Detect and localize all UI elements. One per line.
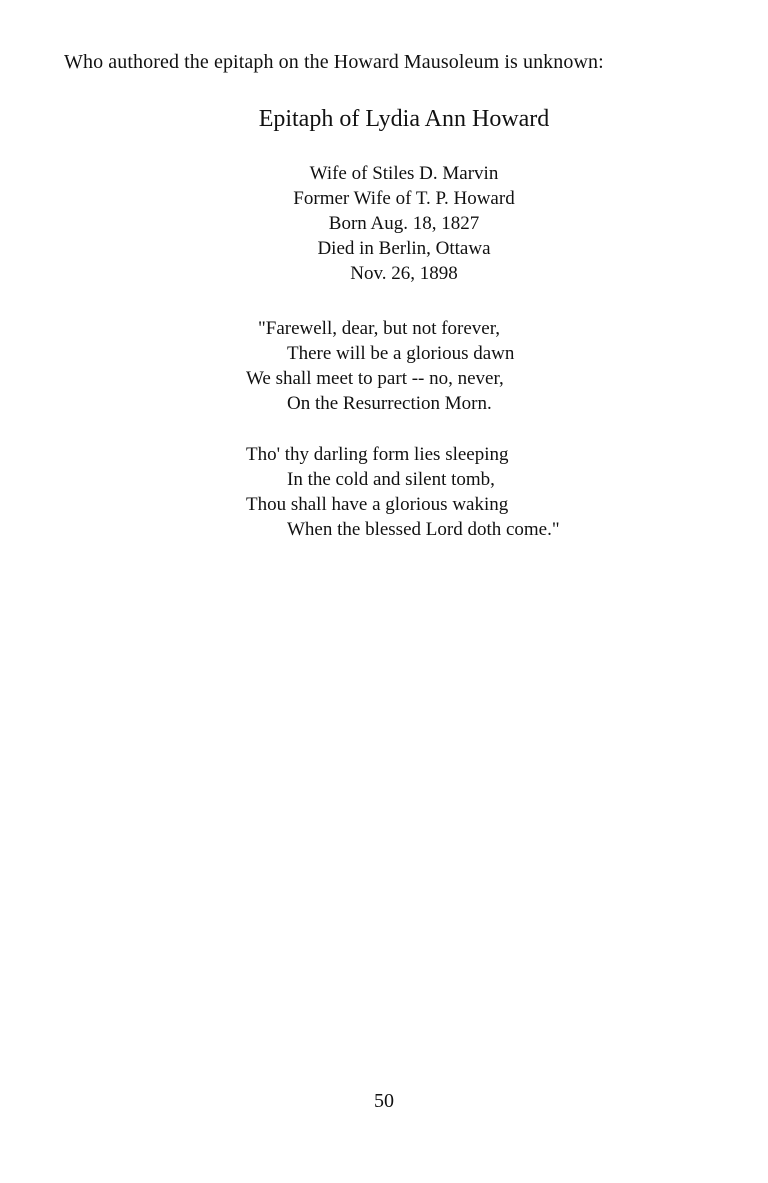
verse-line: We shall meet to part -- no, never,: [246, 368, 504, 389]
verse-line: In the cold and silent tomb,: [287, 469, 495, 490]
inscription-line: Died in Berlin, Ottawa: [317, 238, 491, 259]
inscription-line: Born Aug. 18, 1827: [328, 213, 480, 234]
inscription-line: Former Wife of T. P. Howard: [293, 188, 515, 209]
inscription-line: Nov. 26, 1898: [350, 263, 458, 284]
page-number: 50: [374, 1090, 394, 1112]
inscription-line: Wife of Stiles D. Marvin: [309, 163, 499, 184]
intro-sentence: Who authored the epitaph on the Howard Mausoleum is unknown:: [64, 51, 604, 73]
verse-line: "Farewell, dear, but not forever,: [258, 318, 501, 339]
verse-line: On the Resurrection Morn.: [287, 393, 492, 414]
verse-line: Tho' thy darling form lies sleeping: [246, 444, 509, 465]
epitaph-title: Epitaph of Lydia Ann Howard: [258, 106, 550, 132]
verse-line: Thou shall have a glorious waking: [246, 494, 509, 515]
verse-line: There will be a glorious dawn: [287, 343, 515, 364]
verse-line: When the blessed Lord doth come.": [287, 519, 560, 540]
